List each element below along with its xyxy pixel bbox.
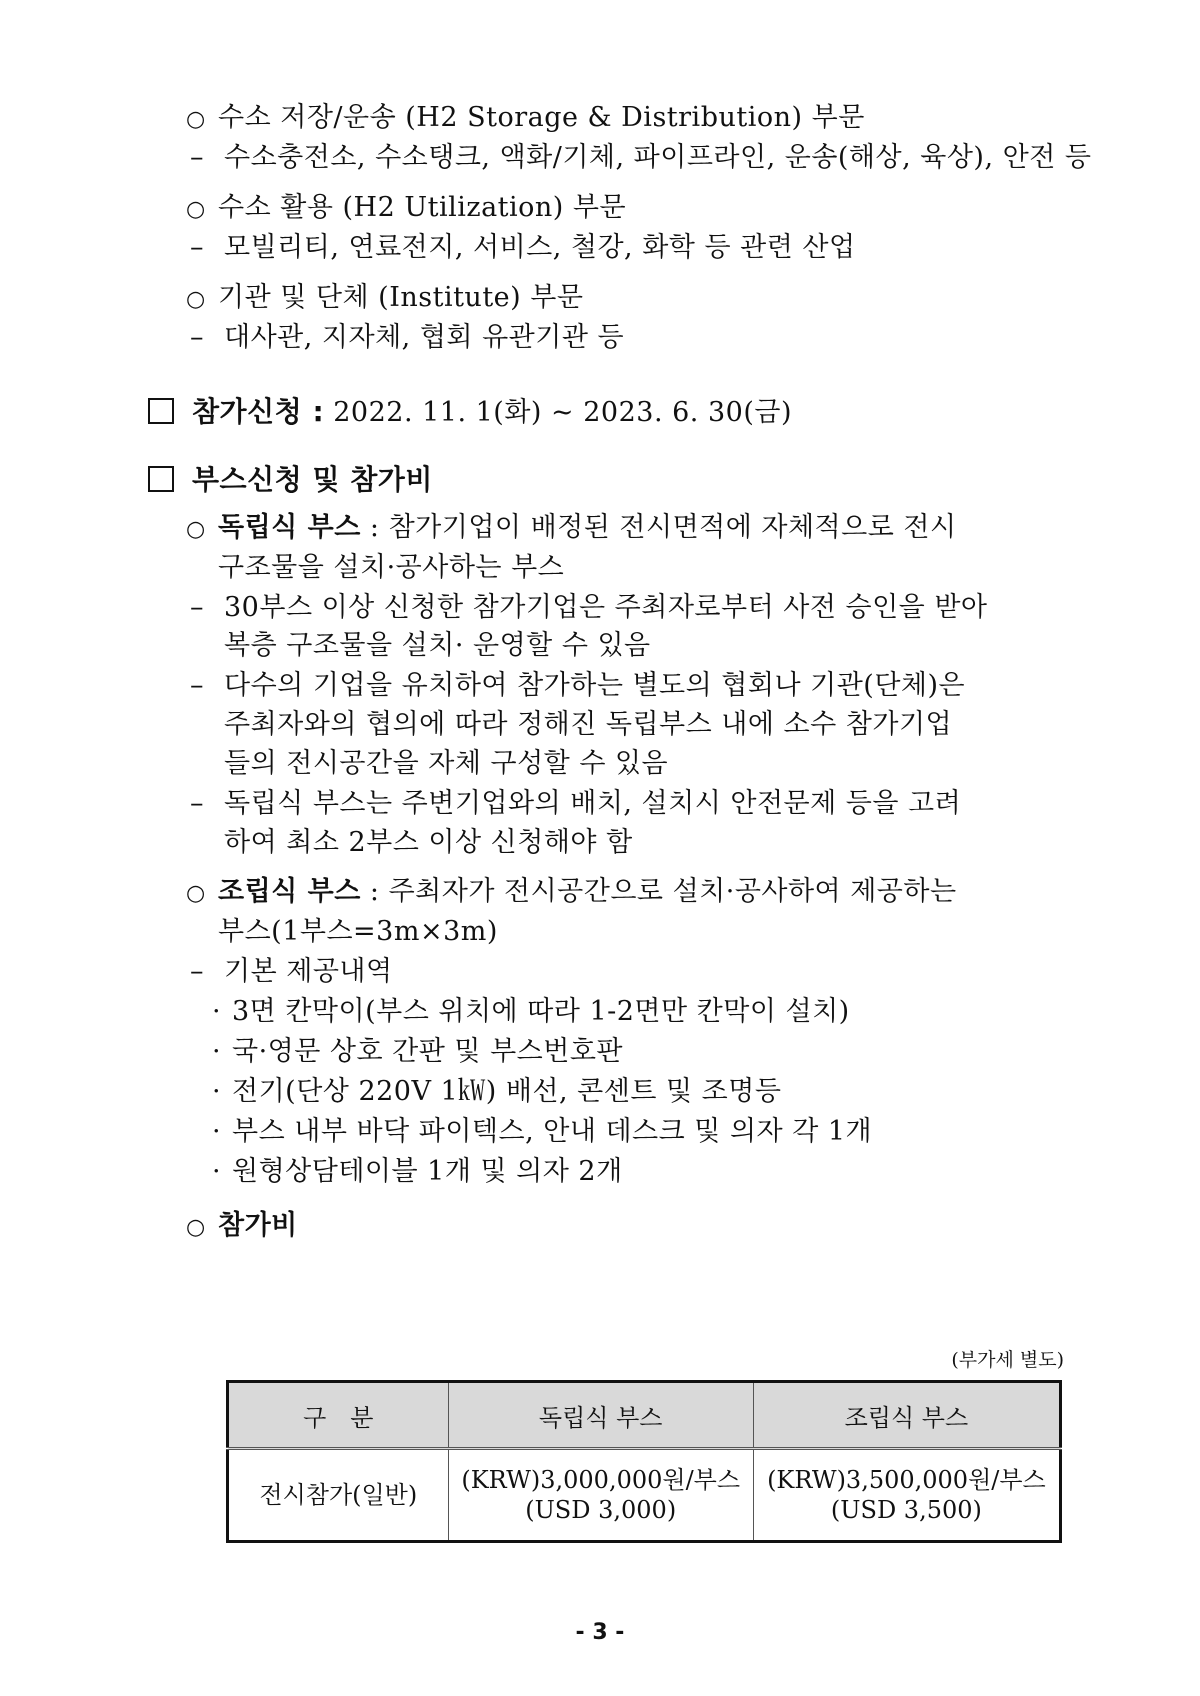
assembled-fee-usd: (USD 3,500): [830, 1496, 982, 1524]
provided-item-3: · 전기(단상 220V 1㎾) 배선, 콘센트 및 조명등: [212, 1074, 781, 1110]
assembled-fee-cell: [753, 1449, 1060, 1542]
dash-bullet-icon: –: [190, 142, 204, 173]
independent-booth-label: 독립식 부스: [218, 512, 361, 543]
utilization-detail: – 모빌리티, 연료전지, 서비스, 철강, 화학 등 관련 산업: [190, 230, 856, 266]
circle-bullet-icon: ○: [186, 197, 206, 222]
independent-fee-cell: [448, 1449, 753, 1542]
fee-table-header-row: [228, 1382, 1061, 1449]
checkbox-square-icon: [148, 398, 174, 424]
registration-label: 참가신청 :: [192, 395, 325, 428]
independent-item-1: – 30부스 이상 신청한 참가기업은 주최자로부터 사전 승인을 받아: [190, 590, 987, 626]
middle-dot-icon: ·: [212, 1116, 222, 1147]
middle-dot-icon: ·: [212, 1076, 222, 1107]
header-independent: 독립식 부스: [448, 1382, 753, 1449]
storage-title: ○ 수소 저장/운송 (H2 Storage & Distribution) 부문: [186, 100, 865, 138]
storage-detail: – 수소충전소, 수소탱크, 액화/기체, 파이프라인, 운송(해상, 육상), 안전 등: [190, 140, 1091, 176]
assembled-booth-line1: ○ 조립식 부스 : 주최자가 전시공간으로 설치·공사하여 제공하는: [186, 874, 957, 912]
circle-bullet-icon: ○: [186, 517, 206, 542]
provided-item-4: · 부스 내부 바닥 파이텍스, 안내 데스크 및 의자 각 1개: [212, 1114, 872, 1150]
dash-bullet-icon: –: [190, 788, 204, 819]
fee-table-row: [228, 1449, 1061, 1542]
dash-bullet-icon: –: [190, 956, 204, 987]
circle-bullet-icon: ○: [186, 881, 206, 906]
institute-title: ○ 기관 및 단체 (Institute) 부문: [186, 280, 583, 318]
checkbox-square-icon: [148, 466, 174, 492]
fee-table: [226, 1380, 1062, 1543]
circle-bullet-icon: ○: [186, 107, 206, 132]
provided-heading: – 기본 제공내역: [190, 954, 393, 990]
middle-dot-icon: ·: [212, 996, 222, 1027]
assembled-booth-line2: 부스(1부스=3m×3m): [218, 916, 498, 947]
page-number: - 3 -: [575, 1620, 625, 1645]
utilization-title: ○ 수소 활용 (H2 Utilization) 부문: [186, 190, 626, 228]
independent-booth-line2: 구조물을 설치·공사하는 부스: [218, 552, 565, 583]
registration-line: [148, 394, 792, 431]
circle-bullet-icon: ○: [186, 1215, 206, 1240]
independent-item-2: – 다수의 기업을 유치하여 참가하는 별도의 협회나 기관(단체)은: [190, 668, 965, 704]
independent-item-3: – 독립식 부스는 주변기업와의 배치, 설치시 안전문제 등을 고려: [190, 786, 961, 822]
middle-dot-icon: ·: [212, 1156, 222, 1187]
row-label: 전시참가(일반): [259, 1481, 418, 1509]
booth-heading: 부스신청 및 참가비: [148, 462, 433, 499]
circle-bullet-icon: ○: [186, 287, 206, 312]
independent-item-3-cont: 하여 최소 2부스 이상 신청해야 함: [224, 827, 633, 858]
header-category: 구 분: [228, 1382, 449, 1449]
independent-item-2-cont1: 주최자와의 협의에 따라 정해진 독립부스 내에 소수 참가기업: [224, 709, 953, 740]
assembled-fee-krw: (KRW)3,500,000원/부스: [767, 1466, 1046, 1494]
dash-bullet-icon: –: [190, 592, 204, 623]
middle-dot-icon: ·: [212, 1036, 222, 1067]
dash-bullet-icon: –: [190, 232, 204, 263]
independent-item-1-cont: 복층 구조물을 설치· 운영할 수 있음: [224, 630, 651, 661]
dash-bullet-icon: –: [190, 670, 204, 701]
independent-fee-krw: (KRW)3,000,000원/부스: [461, 1466, 741, 1494]
registration-period: 2022. 11. 1(화) ~ 2023. 6. 30(금): [333, 397, 792, 428]
institute-detail: – 대사관, 지자체, 협회 유관기관 등: [190, 320, 624, 356]
fee-heading: ○ 참가비: [186, 1208, 298, 1246]
provided-item-1: · 3면 칸막이(부스 위치에 따라 1-2면만 칸막이 설치): [212, 994, 850, 1030]
independent-booth-line1: ○ 독립식 부스 : 참가기업이 배정된 전시면적에 자체적으로 전시: [186, 510, 957, 548]
dash-bullet-icon: –: [190, 322, 204, 353]
independent-item-2-cont2: 들의 전시공간을 자체 구성할 수 있음: [224, 748, 669, 779]
header-assembled: 조립식 부스: [753, 1382, 1060, 1449]
provided-item-5: · 원형상담테이블 1개 및 의자 2개: [212, 1154, 623, 1190]
assembled-booth-label: 조립식 부스: [218, 876, 361, 907]
vat-note: (부가세 별도): [951, 1349, 1064, 1371]
independent-fee-usd: (USD 3,000): [525, 1496, 677, 1524]
provided-item-2: · 국·영문 상호 간판 및 부스번호판: [212, 1034, 623, 1070]
